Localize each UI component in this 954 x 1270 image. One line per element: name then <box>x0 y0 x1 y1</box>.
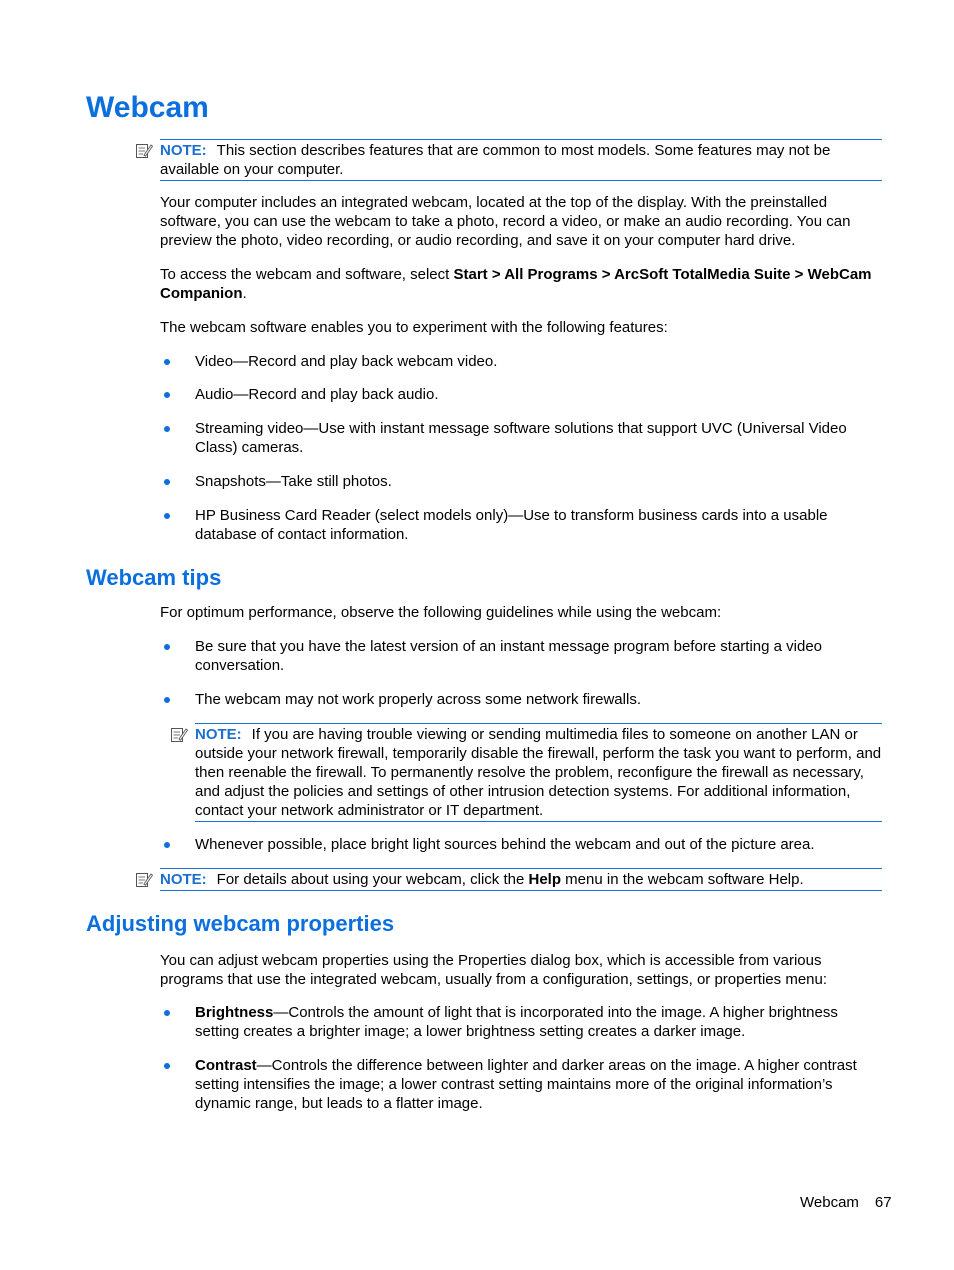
list-item-text: Streaming video—Use with instant message software solutions that support UVC (Universal Video Class) cameras. <box>195 420 847 456</box>
bullet-icon <box>164 697 170 703</box>
list-item <box>160 419 882 457</box>
access-suffix: . <box>242 285 247 302</box>
note-body: This section describes features that are common to most models. Some features may not be available on your computer. <box>160 142 831 178</box>
list-item-text: The webcam may not work properly across some network firewalls. <box>195 691 641 708</box>
adjust-intro: You can adjust webcam properties using the Properties dialog box, which is accessible from various programs that use the integrated webcam, usually from a configuration, settings, or properties menu: <box>160 952 828 988</box>
list-item <box>160 352 882 371</box>
list-item <box>160 637 882 675</box>
page-title: Webcam <box>86 91 209 124</box>
list-item-text: Snapshots—Take still photos. <box>195 473 392 490</box>
list-item <box>160 835 882 854</box>
note-body: If you are having trouble viewing or sending multimedia files to someone on another LAN or outside your network firewall, temporarily disable the firewall, perform the task you want to perform, and then reenable the firewall. To permanently resolve the problem, reconfigure the firewall as necessary, and adjust the policies and settings of other intrusion detection systems. For additional information, contact your network administrator or IT department. <box>195 726 882 819</box>
bullet-icon <box>164 644 170 650</box>
bullet-icon <box>164 842 170 848</box>
section-heading-webcam-tips: Webcam tips <box>86 565 222 590</box>
list-item-text <box>195 1003 882 1041</box>
note-label: NOTE: <box>160 871 207 888</box>
note-pencil-icon <box>135 871 153 889</box>
list-item <box>160 472 882 491</box>
list-item <box>160 385 882 404</box>
bullet-icon <box>164 359 170 365</box>
page-number: 67 <box>874 1194 892 1211</box>
features-intro: The webcam software enables you to experiment with the following features: <box>160 319 668 336</box>
note-body-suffix: menu in the webcam software Help. <box>561 871 804 888</box>
list-item <box>160 1003 882 1041</box>
bullet-icon <box>164 479 170 485</box>
list-item-text: Whenever possible, place bright light sources behind the webcam and out of the picture area. <box>195 836 815 853</box>
list-item-text: Video—Record and play back webcam video. <box>195 353 498 370</box>
note-box <box>160 139 882 181</box>
note-pencil-icon <box>135 142 153 160</box>
page-footer <box>800 1193 904 1212</box>
section-heading-adjusting-webcam-properties: Adjusting webcam properties <box>86 911 395 936</box>
list-item <box>160 1056 882 1113</box>
note-body-prefix: For details about using your webcam, click the <box>216 871 529 888</box>
note-pencil-icon <box>170 726 188 744</box>
bullet-icon <box>164 1010 170 1016</box>
bullet-icon <box>164 392 170 398</box>
menu-path: Start > All Programs > ArcSoft TotalMedia Suite > WebCam Companion <box>160 266 872 302</box>
list-item-text: Be sure that you have the latest version of an instant message program before starting a video conversation. <box>195 638 823 674</box>
note-text <box>160 870 882 889</box>
term-description: —Controls the difference between lighter and darker areas on the image. A higher contrast setting intensifies the image; a lower contrast setting maintains more of the original information’s dynamic range, but leads to a flatter image. <box>195 1057 857 1112</box>
note-box <box>160 868 882 891</box>
term-brightness: Brightness <box>195 1004 274 1021</box>
access-prefix: To access the webcam and software, select <box>160 266 454 283</box>
term-description: —Controls the amount of light that is incorporated into the image. A higher brightness setting creates a brighter image; a lower brightness setting creates a darker image. <box>195 1004 838 1040</box>
note-box <box>195 723 882 822</box>
footer-section: Webcam <box>800 1194 859 1211</box>
bullet-icon <box>164 426 170 432</box>
intro-paragraph: Your computer includes an integrated webcam, located at the top of the display. With the preinstalled software, you can use the webcam to take a photo, record a video, or make an audio recording. You can preview the photo, video recording, or audio recording, and save it on your computer hard drive. <box>160 194 851 249</box>
list-item <box>160 506 882 544</box>
list-item-text <box>195 1056 882 1113</box>
tips-intro: For optimum performance, observe the following guidelines while using the webcam: <box>160 604 722 621</box>
list-item-text: HP Business Card Reader (select models only)—Use to transform business cards into a usable database of contact information. <box>195 507 828 543</box>
note-label: NOTE: <box>160 142 207 159</box>
bullet-icon <box>164 513 170 519</box>
note-label: NOTE: <box>195 726 242 743</box>
list-item-text: Audio—Record and play back audio. <box>195 386 439 403</box>
note-text <box>160 141 882 179</box>
term-contrast: Contrast <box>195 1057 257 1074</box>
access-paragraph <box>160 265 882 303</box>
note-text <box>195 725 882 820</box>
help-menu-term: Help <box>528 871 562 888</box>
list-item <box>160 690 882 709</box>
bullet-icon <box>164 1063 170 1069</box>
